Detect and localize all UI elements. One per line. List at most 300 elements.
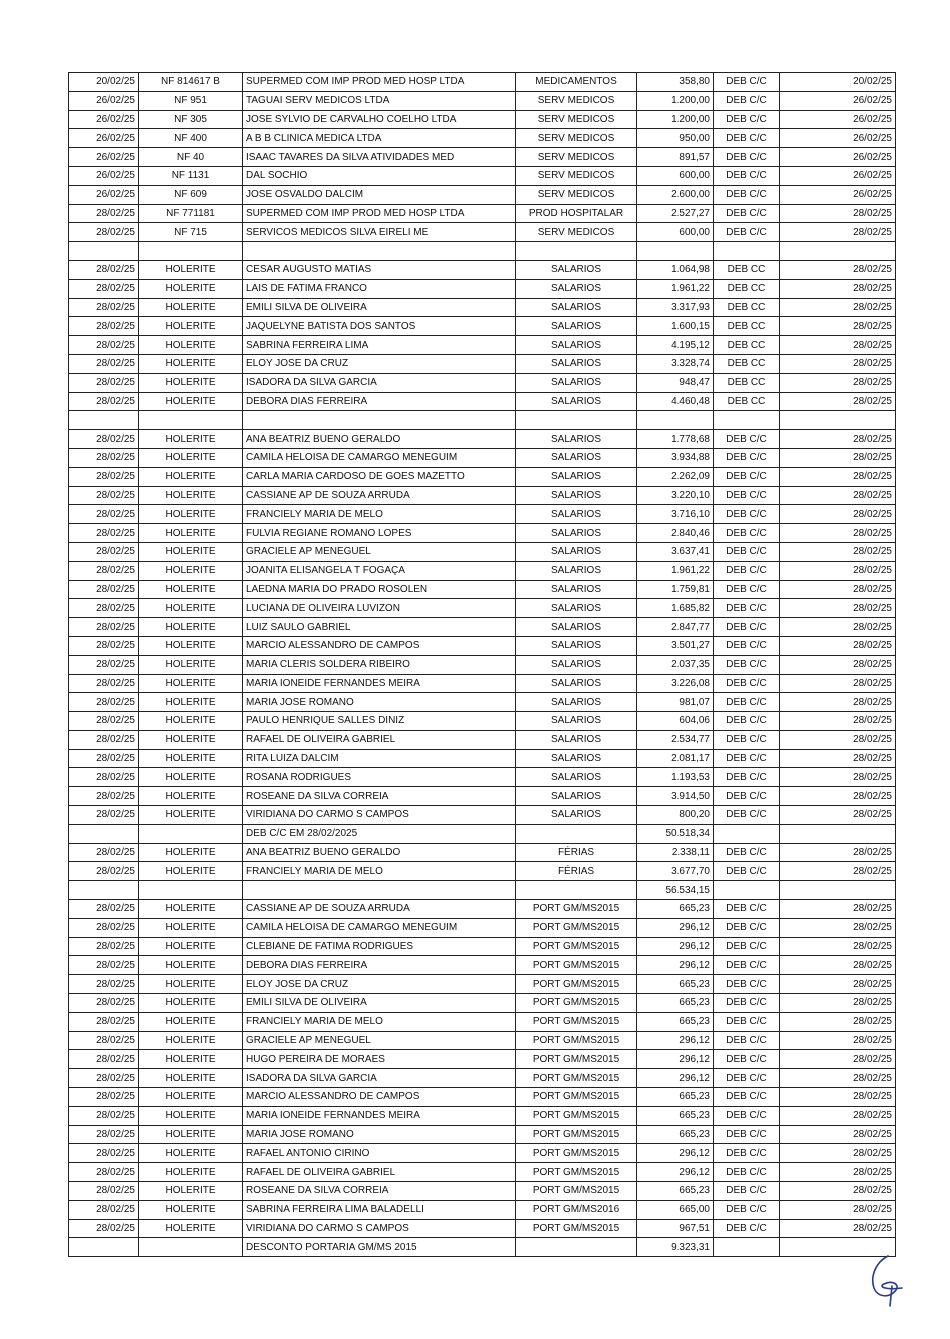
cell-date: 28/02/25 bbox=[69, 486, 139, 505]
table-row bbox=[69, 1200, 896, 1219]
cell-date: 28/02/25 bbox=[69, 336, 139, 355]
cell-amount: 2.847,77 bbox=[637, 618, 714, 637]
cell-category: SALARIOS bbox=[516, 524, 637, 543]
cell-date: 26/02/25 bbox=[69, 110, 139, 129]
cell-description: MARIA JOSE ROMANO bbox=[243, 693, 516, 712]
cell-date: 28/02/25 bbox=[69, 524, 139, 543]
cell-category: SALARIOS bbox=[516, 298, 637, 317]
cell-category: PORT GM/MS2015 bbox=[516, 994, 637, 1013]
cell-date: 26/02/25 bbox=[69, 166, 139, 185]
cell-date: 28/02/25 bbox=[69, 806, 139, 825]
cell-payment-date: 28/02/25 bbox=[780, 918, 896, 937]
table-row bbox=[69, 148, 896, 167]
cell-description: VIRIDIANA DO CARMO S CAMPOS bbox=[243, 806, 516, 825]
cell-document: HOLERITE bbox=[139, 918, 243, 937]
cell-description: JAQUELYNE BATISTA DOS SANTOS bbox=[243, 317, 516, 336]
cell-payment-type: DEB C/C bbox=[714, 467, 780, 486]
cell-payment-date: 28/02/25 bbox=[780, 994, 896, 1013]
cell-description: DEBORA DIAS FERREIRA bbox=[243, 956, 516, 975]
cell-category: SALARIOS bbox=[516, 655, 637, 674]
cell-category: SERV MEDICOS bbox=[516, 148, 637, 167]
cell-description: SABRINA FERREIRA LIMA bbox=[243, 336, 516, 355]
cell-category bbox=[516, 411, 637, 430]
cell-date: 28/02/25 bbox=[69, 223, 139, 242]
cell-category: SALARIOS bbox=[516, 806, 637, 825]
cell-amount: 981,07 bbox=[637, 693, 714, 712]
cell-date: 28/02/25 bbox=[69, 279, 139, 298]
cell-category: SALARIOS bbox=[516, 430, 637, 449]
cell-document: HOLERITE bbox=[139, 956, 243, 975]
cell-payment-date: 28/02/25 bbox=[780, 655, 896, 674]
cell-payment-type: DEB CC bbox=[714, 260, 780, 279]
cell-payment-date: 28/02/25 bbox=[780, 561, 896, 580]
cell-payment-type: DEB C/C bbox=[714, 618, 780, 637]
table-row bbox=[69, 1069, 896, 1088]
table-row bbox=[69, 448, 896, 467]
cell-payment-type: DEB C/C bbox=[714, 636, 780, 655]
table-row bbox=[69, 730, 896, 749]
cell-category: SALARIOS bbox=[516, 561, 637, 580]
table-row bbox=[69, 900, 896, 919]
table-row bbox=[69, 354, 896, 373]
cell-payment-type: DEB CC bbox=[714, 279, 780, 298]
cell-document: HOLERITE bbox=[139, 1144, 243, 1163]
cell-payment-date: 28/02/25 bbox=[780, 1088, 896, 1107]
cell-category: FÉRIAS bbox=[516, 862, 637, 881]
cell-payment-type: DEB C/C bbox=[714, 730, 780, 749]
cell-payment-type: DEB C/C bbox=[714, 956, 780, 975]
cell-date: 28/02/25 bbox=[69, 618, 139, 637]
cell-payment-type: DEB C/C bbox=[714, 1031, 780, 1050]
cell-date: 28/02/25 bbox=[69, 430, 139, 449]
cell-description: HUGO PEREIRA DE MORAES bbox=[243, 1050, 516, 1069]
cell-amount: 296,12 bbox=[637, 1031, 714, 1050]
cell-category: SALARIOS bbox=[516, 712, 637, 731]
cell-date: 28/02/25 bbox=[69, 937, 139, 956]
cell-payment-date bbox=[780, 242, 896, 261]
table-row bbox=[69, 1125, 896, 1144]
cell-amount: 3.317,93 bbox=[637, 298, 714, 317]
cell-payment-type: DEB C/C bbox=[714, 166, 780, 185]
cell-payment-type: DEB C/C bbox=[714, 1106, 780, 1125]
cell-payment-type: DEB C/C bbox=[714, 561, 780, 580]
cell-document: HOLERITE bbox=[139, 373, 243, 392]
cell-amount: 2.338,11 bbox=[637, 843, 714, 862]
table-row bbox=[69, 73, 896, 92]
cell-date bbox=[69, 1238, 139, 1257]
cell-payment-type: DEB C/C bbox=[714, 505, 780, 524]
cell-payment-date: 26/02/25 bbox=[780, 129, 896, 148]
cell-category: PORT GM/MS2015 bbox=[516, 937, 637, 956]
cell-payment-date: 20/02/25 bbox=[780, 73, 896, 92]
cell-amount: 665,23 bbox=[637, 975, 714, 994]
cell-payment-date: 28/02/25 bbox=[780, 1144, 896, 1163]
cell-description: DEB C/C EM 28/02/2025 bbox=[243, 824, 516, 843]
cell-payment-type: DEB C/C bbox=[714, 1200, 780, 1219]
cell-amount: 9.323,31 bbox=[637, 1238, 714, 1257]
cell-category: SALARIOS bbox=[516, 392, 637, 411]
cell-payment-type: DEB CC bbox=[714, 298, 780, 317]
cell-payment-date: 28/02/25 bbox=[780, 599, 896, 618]
cell-category: MEDICAMENTOS bbox=[516, 73, 637, 92]
cell-document: NF 400 bbox=[139, 129, 243, 148]
cell-description: MARCIO ALESSANDRO DE CAMPOS bbox=[243, 1088, 516, 1107]
cell-date: 28/02/25 bbox=[69, 1125, 139, 1144]
cell-amount: 296,12 bbox=[637, 956, 714, 975]
table-row bbox=[69, 166, 896, 185]
cell-payment-date: 28/02/25 bbox=[780, 1125, 896, 1144]
cell-document: HOLERITE bbox=[139, 430, 243, 449]
cell-payment-date: 28/02/25 bbox=[780, 843, 896, 862]
cell-payment-type: DEB C/C bbox=[714, 918, 780, 937]
table-row bbox=[69, 937, 896, 956]
cell-document: HOLERITE bbox=[139, 392, 243, 411]
cell-category: SALARIOS bbox=[516, 730, 637, 749]
cell-description: VIRIDIANA DO CARMO S CAMPOS bbox=[243, 1219, 516, 1238]
cell-payment-type: DEB C/C bbox=[714, 862, 780, 881]
cell-amount: 2.534,77 bbox=[637, 730, 714, 749]
cell-amount: 2.262,09 bbox=[637, 467, 714, 486]
cell-payment-type: DEB CC bbox=[714, 336, 780, 355]
cell-description: CARLA MARIA CARDOSO DE GOES MAZETTO bbox=[243, 467, 516, 486]
cell-category bbox=[516, 242, 637, 261]
cell-date: 28/02/25 bbox=[69, 674, 139, 693]
cell-date: 28/02/25 bbox=[69, 1088, 139, 1107]
cell-amount: 296,12 bbox=[637, 1050, 714, 1069]
cell-payment-date: 26/02/25 bbox=[780, 110, 896, 129]
cell-category: SALARIOS bbox=[516, 336, 637, 355]
cell-date: 28/02/25 bbox=[69, 1106, 139, 1125]
cell-category: SALARIOS bbox=[516, 636, 637, 655]
cell-amount: 800,20 bbox=[637, 806, 714, 825]
cell-payment-date: 28/02/25 bbox=[780, 223, 896, 242]
cell-category: PORT GM/MS2015 bbox=[516, 975, 637, 994]
cell-document: HOLERITE bbox=[139, 749, 243, 768]
cell-payment-type: DEB C/C bbox=[714, 73, 780, 92]
table-row bbox=[69, 768, 896, 787]
cell-document: HOLERITE bbox=[139, 260, 243, 279]
cell-payment-type: DEB C/C bbox=[714, 204, 780, 223]
cell-amount: 2.840,46 bbox=[637, 524, 714, 543]
ledger-table bbox=[68, 72, 896, 1257]
cell-description: CESAR AUGUSTO MATIAS bbox=[243, 260, 516, 279]
cell-payment-date: 28/02/25 bbox=[780, 392, 896, 411]
cell-description bbox=[243, 242, 516, 261]
cell-description: CASSIANE AP DE SOUZA ARRUDA bbox=[243, 900, 516, 919]
table-row bbox=[69, 505, 896, 524]
table-row bbox=[69, 373, 896, 392]
cell-date: 28/02/25 bbox=[69, 1144, 139, 1163]
cell-payment-type: DEB C/C bbox=[714, 900, 780, 919]
cell-document: HOLERITE bbox=[139, 1125, 243, 1144]
cell-date: 28/02/25 bbox=[69, 1200, 139, 1219]
cell-document: HOLERITE bbox=[139, 1182, 243, 1201]
cell-amount bbox=[637, 411, 714, 430]
cell-date: 28/02/25 bbox=[69, 712, 139, 731]
cell-amount bbox=[637, 242, 714, 261]
cell-category: SALARIOS bbox=[516, 599, 637, 618]
cell-document: HOLERITE bbox=[139, 524, 243, 543]
cell-description bbox=[243, 411, 516, 430]
cell-amount: 1.064,98 bbox=[637, 260, 714, 279]
cell-payment-date: 28/02/25 bbox=[780, 298, 896, 317]
table-row bbox=[69, 561, 896, 580]
cell-description: ANA BEATRIZ BUENO GERALDO bbox=[243, 430, 516, 449]
cell-date: 28/02/25 bbox=[69, 1069, 139, 1088]
cell-description: FRANCIELY MARIA DE MELO bbox=[243, 505, 516, 524]
cell-date: 28/02/25 bbox=[69, 448, 139, 467]
cell-payment-type: DEB CC bbox=[714, 392, 780, 411]
cell-category: SALARIOS bbox=[516, 674, 637, 693]
ledger-body bbox=[69, 73, 896, 1257]
cell-date: 28/02/25 bbox=[69, 317, 139, 336]
cell-category bbox=[516, 824, 637, 843]
cell-description: JOANITA ELISANGELA T FOGAÇA bbox=[243, 561, 516, 580]
cell-payment-date: 28/02/25 bbox=[780, 467, 896, 486]
cell-date: 28/02/25 bbox=[69, 1182, 139, 1201]
cell-payment-type bbox=[714, 824, 780, 843]
cell-payment-date: 28/02/25 bbox=[780, 580, 896, 599]
cell-payment-date: 28/02/25 bbox=[780, 1012, 896, 1031]
cell-category: PORT GM/MS2015 bbox=[516, 1088, 637, 1107]
cell-date: 28/02/25 bbox=[69, 354, 139, 373]
cell-description: ISADORA DA SILVA GARCIA bbox=[243, 373, 516, 392]
cell-payment-type: DEB C/C bbox=[714, 542, 780, 561]
cell-payment-date: 26/02/25 bbox=[780, 185, 896, 204]
cell-payment-type: DEB C/C bbox=[714, 448, 780, 467]
cell-document: HOLERITE bbox=[139, 542, 243, 561]
table-row bbox=[69, 1050, 896, 1069]
cell-category: SERV MEDICOS bbox=[516, 223, 637, 242]
cell-document: HOLERITE bbox=[139, 486, 243, 505]
cell-payment-date: 28/02/25 bbox=[780, 430, 896, 449]
cell-payment-date: 28/02/25 bbox=[780, 542, 896, 561]
table-row bbox=[69, 580, 896, 599]
cell-payment-date bbox=[780, 881, 896, 900]
cell-document: HOLERITE bbox=[139, 561, 243, 580]
cell-amount: 950,00 bbox=[637, 129, 714, 148]
cell-amount: 1.961,22 bbox=[637, 561, 714, 580]
table-row bbox=[69, 618, 896, 637]
cell-payment-type: DEB C/C bbox=[714, 693, 780, 712]
table-row bbox=[69, 636, 896, 655]
cell-description: ISADORA DA SILVA GARCIA bbox=[243, 1069, 516, 1088]
cell-payment-date: 28/02/25 bbox=[780, 1106, 896, 1125]
cell-date: 28/02/25 bbox=[69, 768, 139, 787]
table-row bbox=[69, 1182, 896, 1201]
cell-category: PORT GM/MS2015 bbox=[516, 1182, 637, 1201]
cell-payment-date: 28/02/25 bbox=[780, 636, 896, 655]
cell-description bbox=[243, 881, 516, 900]
table-row bbox=[69, 749, 896, 768]
cell-date: 28/02/25 bbox=[69, 693, 139, 712]
cell-amount: 3.934,88 bbox=[637, 448, 714, 467]
cell-payment-date: 28/02/25 bbox=[780, 937, 896, 956]
cell-payment-date: 28/02/25 bbox=[780, 787, 896, 806]
cell-category: PORT GM/MS2015 bbox=[516, 956, 637, 975]
cell-description: ELOY JOSE DA CRUZ bbox=[243, 975, 516, 994]
cell-date: 26/02/25 bbox=[69, 185, 139, 204]
cell-payment-date: 28/02/25 bbox=[780, 618, 896, 637]
cell-description: ISAAC TAVARES DA SILVA ATIVIDADES MED bbox=[243, 148, 516, 167]
cell-document: HOLERITE bbox=[139, 1200, 243, 1219]
cell-description: A B B CLINICA MEDICA LTDA bbox=[243, 129, 516, 148]
cell-date: 28/02/25 bbox=[69, 1012, 139, 1031]
cell-description: SERVICOS MEDICOS SILVA EIRELI ME bbox=[243, 223, 516, 242]
cell-category: SERV MEDICOS bbox=[516, 129, 637, 148]
cell-document: HOLERITE bbox=[139, 1163, 243, 1182]
cell-description: CAMILA HELOISA DE CAMARGO MENEGUIM bbox=[243, 448, 516, 467]
cell-amount: 665,23 bbox=[637, 1088, 714, 1107]
cell-document: HOLERITE bbox=[139, 636, 243, 655]
cell-payment-date: 28/02/25 bbox=[780, 448, 896, 467]
cell-amount: 2.037,35 bbox=[637, 655, 714, 674]
cell-amount: 4.460,48 bbox=[637, 392, 714, 411]
cell-description: SABRINA FERREIRA LIMA BALADELLI bbox=[243, 1200, 516, 1219]
cell-date: 28/02/25 bbox=[69, 260, 139, 279]
cell-description: RITA LUIZA DALCIM bbox=[243, 749, 516, 768]
cell-document: HOLERITE bbox=[139, 354, 243, 373]
cell-date: 28/02/25 bbox=[69, 636, 139, 655]
cell-description: RAFAEL DE OLIVEIRA GABRIEL bbox=[243, 730, 516, 749]
cell-payment-date: 28/02/25 bbox=[780, 1050, 896, 1069]
cell-amount: 600,00 bbox=[637, 166, 714, 185]
cell-amount: 3.328,74 bbox=[637, 354, 714, 373]
cell-payment-date: 28/02/25 bbox=[780, 524, 896, 543]
cell-date: 28/02/25 bbox=[69, 655, 139, 674]
cell-category: SALARIOS bbox=[516, 618, 637, 637]
cell-date: 28/02/25 bbox=[69, 1050, 139, 1069]
cell-payment-type: DEB C/C bbox=[714, 994, 780, 1013]
handwritten-initial-mark bbox=[866, 1252, 906, 1308]
table-row bbox=[69, 599, 896, 618]
cell-category: PROD HOSPITALAR bbox=[516, 204, 637, 223]
cell-payment-type: DEB C/C bbox=[714, 1050, 780, 1069]
cell-description: MARIA IONEIDE FERNANDES MEIRA bbox=[243, 1106, 516, 1125]
cell-document: HOLERITE bbox=[139, 975, 243, 994]
table-row bbox=[69, 430, 896, 449]
cell-date: 28/02/25 bbox=[69, 580, 139, 599]
cell-amount: 4.195,12 bbox=[637, 336, 714, 355]
table-row bbox=[69, 1088, 896, 1107]
cell-payment-date: 26/02/25 bbox=[780, 91, 896, 110]
cell-date: 26/02/25 bbox=[69, 129, 139, 148]
cell-date: 28/02/25 bbox=[69, 730, 139, 749]
cell-payment-type: DEB CC bbox=[714, 373, 780, 392]
cell-payment-type bbox=[714, 881, 780, 900]
cell-payment-type: DEB C/C bbox=[714, 129, 780, 148]
cell-amount: 665,23 bbox=[637, 900, 714, 919]
cell-description: CAMILA HELOISA DE CAMARGO MENEGUIM bbox=[243, 918, 516, 937]
cell-date: 28/02/25 bbox=[69, 862, 139, 881]
table-row bbox=[69, 862, 896, 881]
cell-payment-date: 28/02/25 bbox=[780, 806, 896, 825]
cell-payment-date: 28/02/25 bbox=[780, 1200, 896, 1219]
cell-date: 28/02/25 bbox=[69, 1163, 139, 1182]
cell-amount: 56.534,15 bbox=[637, 881, 714, 900]
cell-payment-type: DEB C/C bbox=[714, 580, 780, 599]
cell-payment-date: 28/02/25 bbox=[780, 204, 896, 223]
cell-date: 28/02/25 bbox=[69, 392, 139, 411]
cell-document: HOLERITE bbox=[139, 712, 243, 731]
table-row bbox=[69, 392, 896, 411]
cell-description: EMILI SILVA DE OLIVEIRA bbox=[243, 298, 516, 317]
cell-description: SUPERMED COM IMP PROD MED HOSP LTDA bbox=[243, 73, 516, 92]
cell-date: 28/02/25 bbox=[69, 298, 139, 317]
cell-date: 28/02/25 bbox=[69, 467, 139, 486]
cell-description: EMILI SILVA DE OLIVEIRA bbox=[243, 994, 516, 1013]
table-row bbox=[69, 486, 896, 505]
table-row bbox=[69, 336, 896, 355]
cell-description: FRANCIELY MARIA DE MELO bbox=[243, 1012, 516, 1031]
cell-document bbox=[139, 824, 243, 843]
cell-description: MARIA JOSE ROMANO bbox=[243, 1125, 516, 1144]
cell-document bbox=[139, 1238, 243, 1257]
table-row bbox=[69, 918, 896, 937]
cell-date: 28/02/25 bbox=[69, 956, 139, 975]
cell-description: DESCONTO PORTARIA GM/MS 2015 bbox=[243, 1238, 516, 1257]
cell-amount: 665,23 bbox=[637, 1012, 714, 1031]
table-row bbox=[69, 1163, 896, 1182]
cell-category: PORT GM/MS2015 bbox=[516, 918, 637, 937]
cell-payment-date: 28/02/25 bbox=[780, 693, 896, 712]
cell-document: NF 40 bbox=[139, 148, 243, 167]
cell-amount: 296,12 bbox=[637, 1144, 714, 1163]
cell-amount: 665,23 bbox=[637, 994, 714, 1013]
cell-category: SALARIOS bbox=[516, 505, 637, 524]
cell-payment-date: 28/02/25 bbox=[780, 279, 896, 298]
cell-amount: 1.961,22 bbox=[637, 279, 714, 298]
cell-amount: 600,00 bbox=[637, 223, 714, 242]
cell-payment-type: DEB C/C bbox=[714, 110, 780, 129]
cell-date: 28/02/25 bbox=[69, 561, 139, 580]
cell-amount: 296,12 bbox=[637, 937, 714, 956]
cell-document: HOLERITE bbox=[139, 655, 243, 674]
cell-date: 28/02/25 bbox=[69, 1031, 139, 1050]
cell-document: HOLERITE bbox=[139, 448, 243, 467]
table-row bbox=[69, 1031, 896, 1050]
cell-payment-date: 28/02/25 bbox=[780, 1163, 896, 1182]
cell-document: NF 715 bbox=[139, 223, 243, 242]
cell-date bbox=[69, 411, 139, 430]
subtotal-row bbox=[69, 824, 896, 843]
cell-payment-date: 28/02/25 bbox=[780, 975, 896, 994]
cell-category: PORT GM/MS2015 bbox=[516, 1219, 637, 1238]
cell-payment-type: DEB CC bbox=[714, 317, 780, 336]
cell-document: HOLERITE bbox=[139, 336, 243, 355]
cell-payment-type: DEB C/C bbox=[714, 185, 780, 204]
cell-amount: 2.600,00 bbox=[637, 185, 714, 204]
table-row bbox=[69, 542, 896, 561]
cell-date: 28/02/25 bbox=[69, 542, 139, 561]
cell-payment-type: DEB C/C bbox=[714, 599, 780, 618]
cell-document: NF 814617 B bbox=[139, 73, 243, 92]
cell-amount: 604,06 bbox=[637, 712, 714, 731]
cell-payment-type: DEB C/C bbox=[714, 749, 780, 768]
cell-category: SALARIOS bbox=[516, 373, 637, 392]
cell-category: PORT GM/MS2015 bbox=[516, 900, 637, 919]
cell-payment-date: 28/02/25 bbox=[780, 674, 896, 693]
cell-description: CLEBIANE DE FATIMA RODRIGUES bbox=[243, 937, 516, 956]
cell-document: NF 771181 bbox=[139, 204, 243, 223]
cell-document: HOLERITE bbox=[139, 317, 243, 336]
cell-payment-date: 28/02/25 bbox=[780, 1031, 896, 1050]
cell-description: TAGUAI SERV MEDICOS LTDA bbox=[243, 91, 516, 110]
cell-amount: 948,47 bbox=[637, 373, 714, 392]
cell-document: HOLERITE bbox=[139, 599, 243, 618]
cell-date: 28/02/25 bbox=[69, 1219, 139, 1238]
cell-amount: 296,12 bbox=[637, 918, 714, 937]
